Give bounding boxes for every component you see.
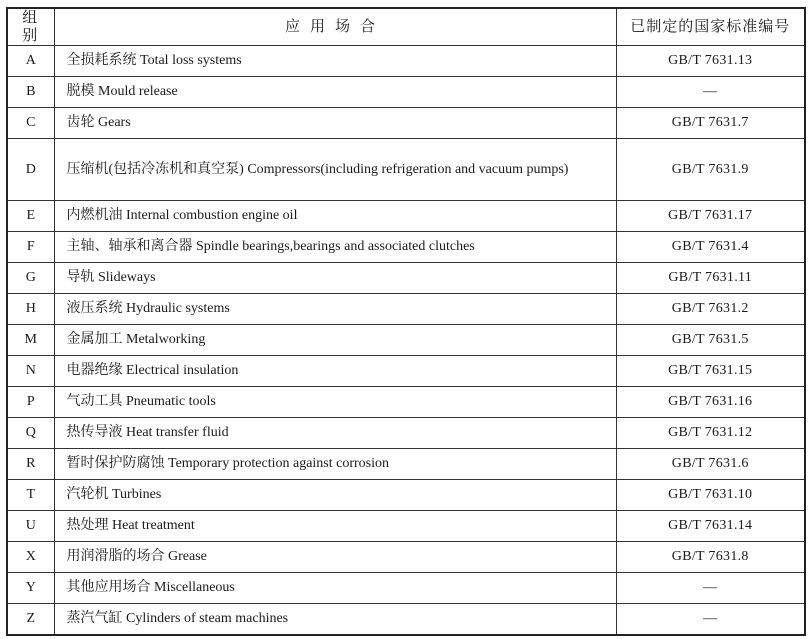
application-text: 电器绝缘 Electrical insulation [54, 356, 616, 387]
table-row [7, 511, 805, 542]
standard-number: GB/T 7631.15 [616, 356, 805, 387]
standard-number: GB/T 7631.6 [616, 449, 805, 480]
standard-number: GB/T 7631.5 [616, 325, 805, 356]
group-code: E [7, 201, 54, 232]
group-code: C [7, 108, 54, 139]
application-text: 气动工具 Pneumatic tools [54, 387, 616, 418]
group-code: X [7, 542, 54, 573]
table-row [7, 573, 805, 604]
group-code: A [7, 46, 54, 77]
application-text: 齿轮 Gears [54, 108, 616, 139]
table-row [7, 108, 805, 139]
group-code: H [7, 294, 54, 325]
application-text: 汽轮机 Turbines [54, 480, 616, 511]
table-row [7, 542, 805, 573]
application-text: 热处理 Heat treatment [54, 511, 616, 542]
standard-number: GB/T 7631.10 [616, 480, 805, 511]
table-row [7, 294, 805, 325]
application-text: 暂时保护防腐蚀 Temporary protection against corrosion [54, 449, 616, 480]
group-code: T [7, 480, 54, 511]
header-application: 应用场合 [54, 8, 616, 46]
standard-number: GB/T 7631.9 [616, 139, 805, 201]
table-row [7, 232, 805, 263]
standard-number: — [616, 604, 805, 636]
standard-number: GB/T 7631.7 [616, 108, 805, 139]
application-text: 脱模 Mould release [54, 77, 616, 108]
header-standard: 已制定的国家标准编号 [616, 8, 805, 46]
header-group: 组别 [7, 8, 54, 46]
group-code: B [7, 77, 54, 108]
table-row [7, 604, 805, 636]
standard-number: GB/T 7631.2 [616, 294, 805, 325]
application-text: 其他应用场合 Miscellaneous [54, 573, 616, 604]
table-row [7, 46, 805, 77]
table-row [7, 449, 805, 480]
group-code: P [7, 387, 54, 418]
standard-number: — [616, 573, 805, 604]
application-text: 用润滑脂的场合 Grease [54, 542, 616, 573]
application-text: 内燃机油 Internal combustion engine oil [54, 201, 616, 232]
application-text: 导轨 Slideways [54, 263, 616, 294]
standard-number: — [616, 77, 805, 108]
application-text: 金属加工 Metalworking [54, 325, 616, 356]
table-row [7, 325, 805, 356]
application-text: 全损耗系统 Total loss systems [54, 46, 616, 77]
group-code: M [7, 325, 54, 356]
application-text: 热传导液 Heat transfer fluid [54, 418, 616, 449]
standard-number: GB/T 7631.12 [616, 418, 805, 449]
standard-number: GB/T 7631.13 [616, 46, 805, 77]
table-row [7, 418, 805, 449]
table-row [7, 480, 805, 511]
standard-number: GB/T 7631.4 [616, 232, 805, 263]
table-row [7, 387, 805, 418]
lubricant-application-table [6, 7, 806, 636]
group-code: D [7, 139, 54, 201]
group-code: R [7, 449, 54, 480]
application-text: 液压系统 Hydraulic systems [54, 294, 616, 325]
group-code: Z [7, 604, 54, 636]
table-row [7, 201, 805, 232]
table-row [7, 139, 805, 201]
group-code: F [7, 232, 54, 263]
application-text: 压缩机(包括冷冻机和真空泵) Compressors(including refrigeration and vacuum pumps) [54, 139, 616, 201]
standard-number: GB/T 7631.14 [616, 511, 805, 542]
group-code: N [7, 356, 54, 387]
application-text: 蒸汽气缸 Cylinders of steam machines [54, 604, 616, 636]
standard-number: GB/T 7631.16 [616, 387, 805, 418]
standard-number: GB/T 7631.8 [616, 542, 805, 573]
group-code: Y [7, 573, 54, 604]
table-header-row [7, 8, 805, 46]
table-row [7, 356, 805, 387]
table-row [7, 77, 805, 108]
group-code: Q [7, 418, 54, 449]
group-code: G [7, 263, 54, 294]
group-code: U [7, 511, 54, 542]
application-text: 主轴、轴承和离合器 Spindle bearings,bearings and associated clutches [54, 232, 616, 263]
standard-number: GB/T 7631.17 [616, 201, 805, 232]
table-row [7, 263, 805, 294]
standard-number: GB/T 7631.11 [616, 263, 805, 294]
